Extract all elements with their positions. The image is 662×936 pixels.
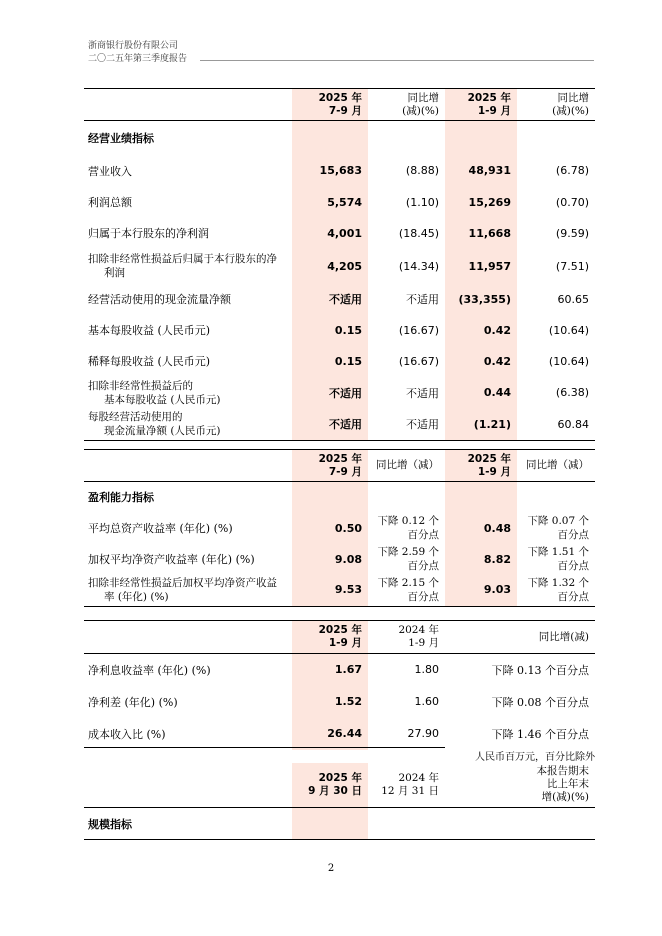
table-header-row: 2025 年 1-9 月 2024 年 1-9 月 同比增(减)	[84, 621, 595, 654]
table-row: 归属于本行股东的净利润 4,001 (18.45) 11,668 (9.59)	[84, 218, 595, 249]
table-row: 成本收入比 (%) 26.44 27.90 下降 1.46 个百分点	[84, 718, 595, 750]
table-row: 加权平均净资产收益率 (年化) (%) 9.08 下降 2.59 个 百分点 8.82 下降 1.51 个 百分点	[88, 546, 589, 572]
table-row: 扣除非经常性损益后加权平均净资产收益 率 (年化) (%) 9.53 下降 2.15 个 百分点 9.03 下降 1.32 个 百分点	[84, 574, 595, 607]
report-header	[88, 40, 187, 66]
table-row: 每股经营活动使用的 现金流量净额 (人民币元) 不适用 不适用 (1.21) 60.84	[84, 409, 595, 441]
table-row: 利润总额 5,574 (1.10) 15,269 (0.70)	[84, 187, 595, 218]
table-row: 净利息收益率 (年化) (%) 1.67 1.80 下降 0.13 个百分点	[84, 654, 595, 686]
table-row: 基本每股收益 (人民币元) 0.15 (16.67) 0.42 (10.64)	[84, 315, 595, 346]
operating-results-table	[84, 88, 595, 441]
unit-note-row	[84, 748, 595, 763]
section-row	[84, 482, 595, 512]
section-row	[84, 121, 595, 155]
table-row: 平均总资产收益率 (年化) (%) 0.50 下降 0.12 个 百分点 0.48 下降 0.07 个 百分点	[84, 512, 595, 545]
page-number: 2	[327, 863, 335, 874]
scale-indicators-table	[84, 747, 595, 840]
table-header-row: 2025 年 7-9 月 同比增 (减)(%) 2025 年 1-9 月 同比增 (减)(%)	[84, 89, 595, 121]
report-title: 二〇二五年第三季度报告	[88, 54, 188, 64]
table-row: 净利差 (年化) (%) 1.52 1.60 下降 0.08 个百分点	[84, 686, 595, 718]
table-header-row: 2025 年 7-9 月 同比增（减） 2025 年 1-9 月 同比增（减）	[84, 450, 595, 482]
company-name: 浙商银行股份有限公司	[88, 41, 179, 51]
section-title: 盈利能力指标	[88, 490, 154, 504]
table-row: 扣除非经常性损益后归属于本行股东的净 利润 4,205 (14.34) 11,957 (7.51)	[84, 249, 595, 284]
interest-margin-table	[84, 620, 595, 750]
table-row: 营业收入 15,683 (8.88) 48,931 (6.78)	[84, 155, 595, 187]
table-row: 经营活动使用的现金流量净额 不适用 不适用 (33,355) 60.65	[84, 284, 595, 315]
section-title: 规模指标	[88, 817, 132, 831]
section-row	[84, 808, 595, 840]
section-title: 经营业绩指标	[88, 131, 154, 145]
table-header-row: 2025 年 9 月 30 日 2024 年 12 月 31 日 本报告期末 比上年末 增(减)(%)	[84, 763, 595, 808]
header-rule	[200, 60, 594, 61]
table-row: 稀释每股收益 (人民币元) 0.15 (16.67) 0.42 (10.64)	[84, 346, 595, 377]
table-row: 扣除非经常性损益后的 基本每股收益 (人民币元) 不适用 不适用 0.44 (6.38)	[84, 377, 595, 409]
unit-note: 人民币百万元，百分比除外	[475, 751, 595, 763]
profitability-table	[84, 449, 595, 607]
